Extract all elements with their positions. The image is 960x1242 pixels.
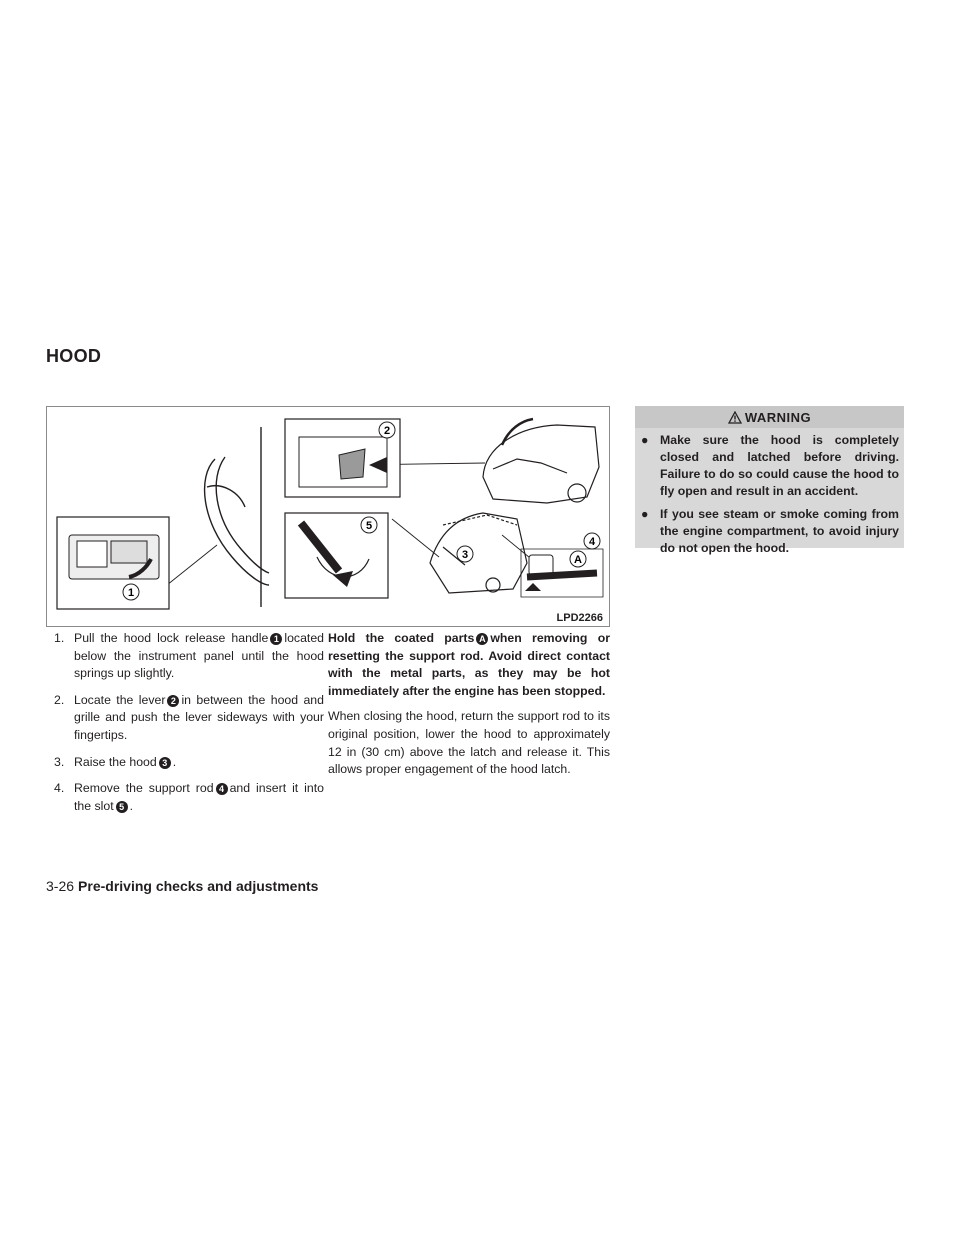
inset-coated-part [521, 549, 603, 597]
callout-a: A [574, 554, 582, 566]
callout-ref-1: 1 [270, 633, 282, 645]
page-footer [46, 878, 318, 894]
warning-box [635, 406, 904, 555]
bullet-icon: ● [641, 433, 649, 447]
callout-ref-4: 4 [216, 783, 228, 795]
callout-ref-3: 3 [159, 757, 171, 769]
step-1: 1. Pull the hood lock release handle 1 located below the instrument panel until the hood springs up slightly. [54, 631, 324, 681]
warning-item: ● If you see steam or smoke coming from the engine compartment, to avoid injury do not open the hood. [641, 507, 899, 555]
warning-icon [728, 411, 742, 424]
callout-ref-5: 5 [116, 801, 128, 813]
warning-item: ● Make sure the hood is completely closed and latched before driving. Failure to do so could cause the hood to fly open and result in an accident. [641, 433, 899, 498]
closing-paragraph: When closing the hood, return the support rod to its original position, lower the hood to approximately 12 in (30 cm) above the latch and release it. This allows proper engagement of the hood latch. [328, 709, 610, 777]
hood-illustration [46, 406, 610, 627]
steering-wheel [205, 459, 269, 585]
callout-5: 5 [365, 520, 373, 532]
callout-ref-a: A [476, 633, 488, 645]
steps-column [54, 630, 324, 824]
car-support-rod [430, 513, 527, 593]
car-hood-open [483, 419, 599, 503]
callout-2: 2 [383, 425, 391, 437]
inset-release-handle [57, 517, 169, 609]
step-2: 2. Locate the lever 2 in between the hood and grille and push the lever sideways with your fingertips. [54, 692, 324, 742]
callout-3: 3 [461, 549, 469, 561]
caution-paragraph: Hold the coated parts A when removing or resetting the support rod. Avoid direct contact with the metal parts, as they may be hot immediately after the engine has been stopped. [328, 631, 610, 698]
bullet-icon: ● [641, 507, 649, 521]
step-3: 3. Raise the hood 3 . [54, 754, 177, 769]
page-number: 3-26 [46, 878, 75, 894]
figure-code: LPD2266 [556, 612, 603, 624]
callout-4: 4 [588, 536, 596, 548]
step-4: 4. Remove the support rod 4 and insert it into the slot 5 . [54, 781, 325, 813]
chapter-title: Pre-driving checks and adjustments [78, 878, 319, 894]
section-title: HOOD [46, 346, 102, 366]
hood-diagram [47, 407, 611, 628]
notes-column [328, 630, 610, 779]
callout-ref-2: 2 [167, 695, 179, 707]
warning-header [635, 406, 904, 428]
callout-1: 1 [127, 587, 135, 599]
warning-title: WARNING [744, 409, 812, 425]
